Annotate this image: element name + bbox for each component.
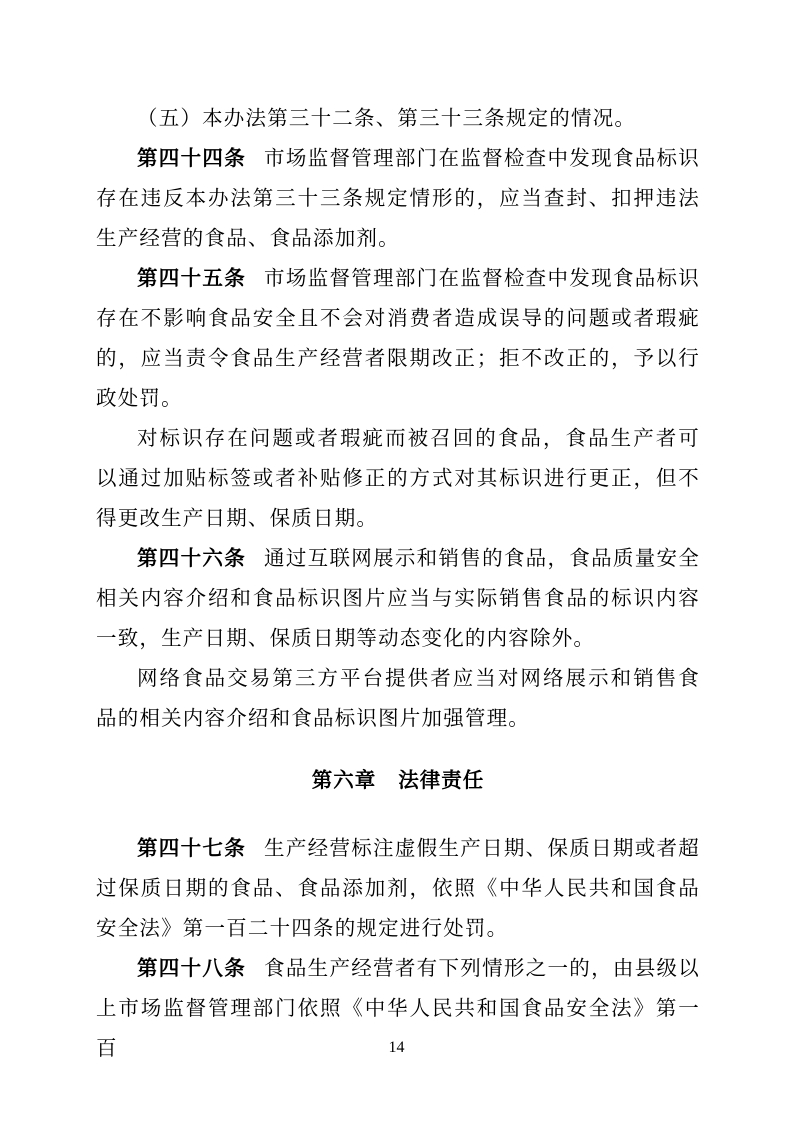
article-text: 生产经营标注虚假生产日期、保质日期或者超过保质日期的食品、食品添加剂，依照《中华人民共和国食品安全法》第一百二十四条的规定进行处罚。	[96, 836, 701, 940]
article-text: 通过互联网展示和销售的食品，食品质量安全相关内容介绍和食品标识图片应当与实际销售食品的标识内容一致，生产日期、保质日期等动态变化的内容除外。	[96, 546, 701, 650]
article-text: 食品生产经营者有下列情形之一的，由县级以上市场监督管理部门依照《中华人民共和国食品安全法》第一百	[96, 956, 701, 1060]
paragraph-text: 对标识存在问题或者瑕疵而被召回的食品，食品生产者可以通过加贴标签或者补贴修正的方式对其标识进行更正，但不得更改生产日期、保质日期。	[96, 426, 700, 530]
article-label: 第四十四条	[137, 146, 247, 170]
article-label: 第四十八条	[137, 956, 247, 980]
chapter-heading	[96, 760, 700, 800]
article-label: 第四十五条	[137, 266, 247, 290]
page-number: 14	[388, 1039, 405, 1056]
article-text: 市场监督管理部门在监督检查中发现食品标识存在不影响食品安全且不会对消费者造成误导的问题或者瑕疵的，应当责令食品生产经营者限期改正；拒不改正的，予以行政处罚。	[96, 266, 701, 410]
article-47	[96, 828, 700, 948]
chapter-number: 第六章	[311, 768, 377, 792]
article-45	[96, 258, 700, 418]
article-label: 第四十六条	[137, 546, 247, 570]
article-46-paragraph-2	[96, 658, 700, 738]
paragraph-text: （五）本办法第三十二条、第三十三条规定的情况。	[137, 106, 637, 130]
paragraph-text: 网络食品交易第三方平台提供者应当对网络展示和销售食品的相关内容介绍和食品标识图片加强管理。	[96, 666, 700, 730]
paragraph-item-5	[96, 98, 700, 138]
article-text: 市场监督管理部门在监督检查中发现食品标识存在违反本办法第三十三条规定情形的，应当查封、扣押违法生产经营的食品、食品添加剂。	[96, 146, 701, 250]
article-44	[96, 138, 700, 258]
article-46	[96, 538, 700, 658]
article-label: 第四十七条	[137, 836, 247, 860]
document-body	[96, 98, 700, 1068]
chapter-title: 法律责任	[398, 768, 485, 792]
article-45-paragraph-2	[96, 418, 700, 538]
